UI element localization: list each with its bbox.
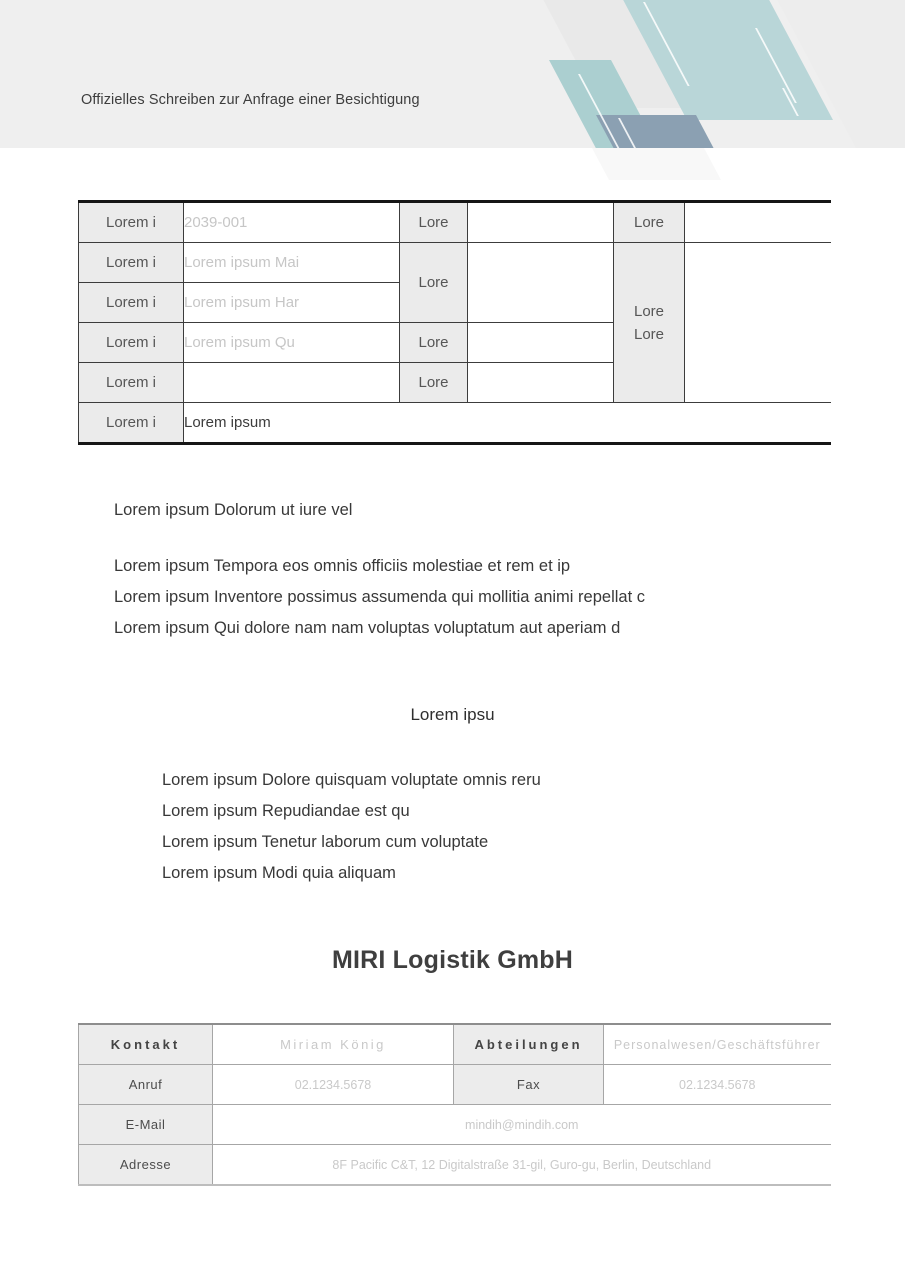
main-table <box>78 200 831 445</box>
table-row <box>79 1024 831 1065</box>
address-value[interactable]: 8F Pacific C&T, 12 Digitalstraße 31-gil, Guro-gu, Berlin, Deutschland <box>213 1145 831 1186</box>
paragraph-line: Lorem ipsum Inventore possimus assumenda qui mollitia animi repellat c <box>114 588 645 606</box>
field-label <box>614 243 685 403</box>
field-value[interactable]: Lorem ipsum Mai <box>184 243 400 283</box>
main-table-container <box>78 200 831 445</box>
email-value[interactable]: mindih@mindih.com <box>213 1105 831 1145</box>
field-value[interactable] <box>468 323 614 363</box>
field-label-line: Lore <box>633 302 665 320</box>
field-value[interactable] <box>468 202 614 243</box>
table-row <box>79 1145 831 1186</box>
list-item: Lorem ipsum Dolore quisquam voluptate omnis reru <box>162 771 541 789</box>
table-row <box>79 243 831 283</box>
page-header <box>0 0 905 148</box>
field-label: Lorem i <box>79 283 184 323</box>
address-label: Adresse <box>79 1145 213 1186</box>
company-name: MIRI Logistik GmbH <box>331 946 574 974</box>
paragraph-intro: Lorem ipsum Dolorum ut iure vel <box>114 501 353 519</box>
field-value[interactable]: 2039-001 <box>184 202 400 243</box>
field-label: Lore <box>614 202 685 243</box>
phone-value[interactable]: 02.1234.5678 <box>213 1065 454 1105</box>
contact-person-value[interactable]: Miriam König <box>213 1024 454 1065</box>
list-item: Lorem ipsum Modi quia aliquam <box>162 864 396 882</box>
field-value[interactable] <box>468 243 614 323</box>
section-heading: Lorem ipsu <box>410 705 495 724</box>
field-label-line: Lore <box>633 325 665 343</box>
contact-table <box>78 1023 831 1186</box>
field-value[interactable] <box>685 243 831 403</box>
paragraph-line: Lorem ipsum Qui dolore nam nam voluptas voluptatum aut aperiam d <box>114 619 621 637</box>
field-value[interactable]: Lorem ipsum <box>184 403 831 444</box>
fax-label: Fax <box>454 1065 604 1105</box>
department-label: Abteilungen <box>454 1024 604 1065</box>
table-row <box>79 1065 831 1105</box>
table-row <box>79 1105 831 1145</box>
table-row <box>79 202 831 243</box>
field-label: Lorem i <box>79 403 184 444</box>
field-label: Lorem i <box>79 363 184 403</box>
field-value[interactable] <box>184 363 400 403</box>
field-label: Lorem i <box>79 323 184 363</box>
field-value[interactable] <box>468 363 614 403</box>
contact-table-container <box>78 1023 831 1186</box>
field-value[interactable]: Lorem ipsum Har <box>184 283 400 323</box>
list-item: Lorem ipsum Tenetur laborum cum voluptate <box>162 833 489 851</box>
department-value[interactable]: Personalwesen/Geschäftsführer <box>604 1024 831 1065</box>
paragraph-line: Lorem ipsum Tempora eos omnis officiis molestiae et rem et ip <box>114 557 571 575</box>
paragraph-block <box>114 551 645 644</box>
contact-label: Kontakt <box>79 1024 213 1065</box>
list-block <box>162 765 541 889</box>
table-row <box>79 403 831 444</box>
field-label: Lore <box>400 323 468 363</box>
email-label: E-Mail <box>79 1105 213 1145</box>
field-value[interactable] <box>685 202 831 243</box>
field-label: Lore <box>400 202 468 243</box>
decorative-parallelogram-faint <box>592 148 721 180</box>
phone-label: Anruf <box>79 1065 213 1105</box>
field-value[interactable]: Lorem ipsum Qu <box>184 323 400 363</box>
field-label: Lore <box>400 243 468 323</box>
field-label: Lorem i <box>79 202 184 243</box>
fax-value[interactable]: 02.1234.5678 <box>604 1065 831 1105</box>
list-item: Lorem ipsum Repudiandae est qu <box>162 802 410 820</box>
field-label: Lore <box>400 363 468 403</box>
document-title: Offizielles Schreiben zur Anfrage einer Besichtigung <box>81 92 420 108</box>
field-label: Lorem i <box>79 243 184 283</box>
